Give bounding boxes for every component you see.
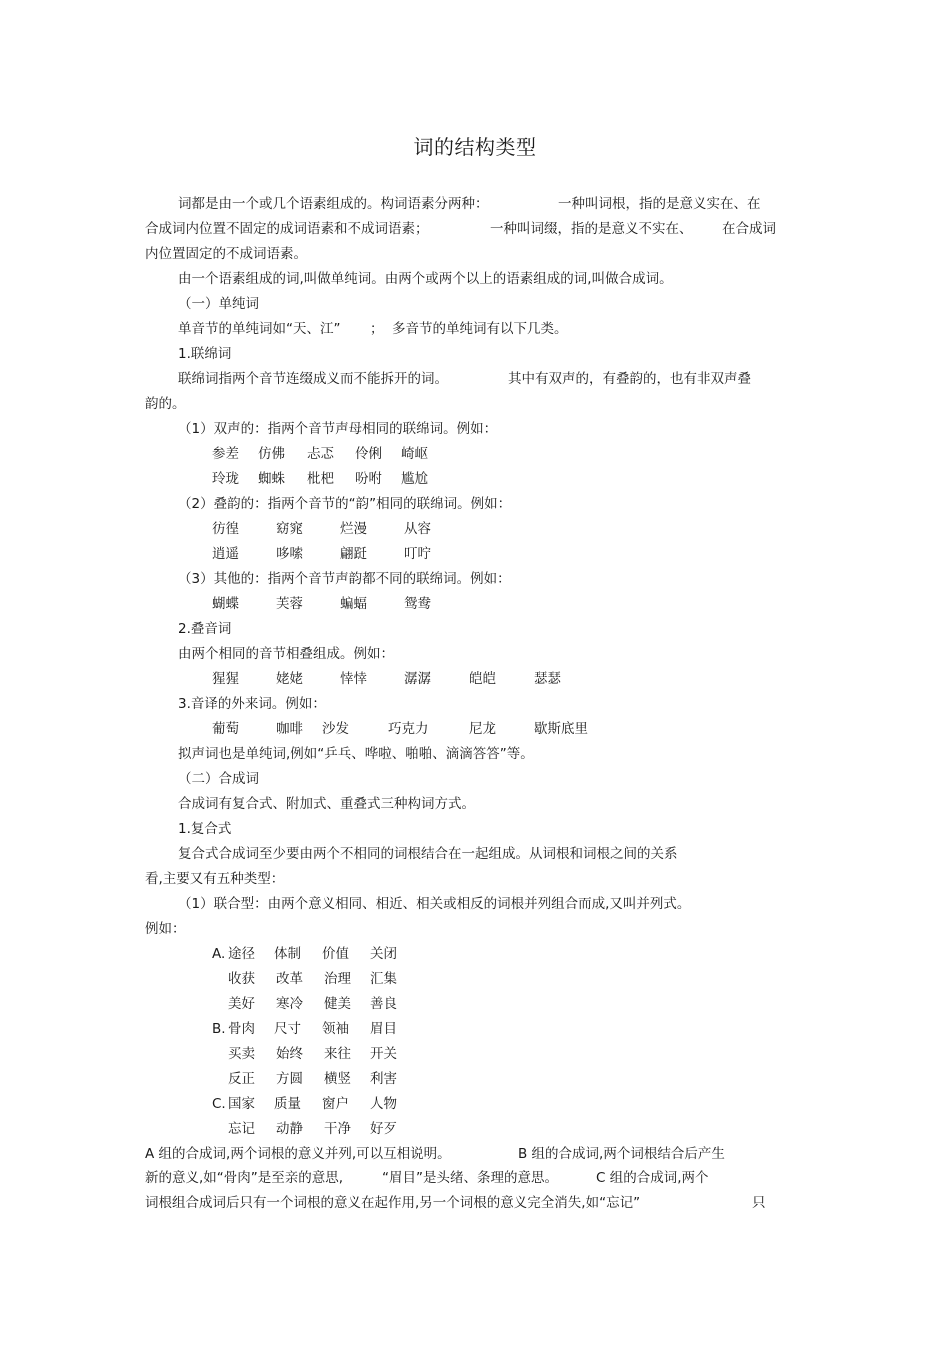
paragraph-text: ； [370, 321, 384, 337]
example-word: 寒冷 [276, 996, 303, 1012]
example-word: 干净 [324, 1121, 351, 1137]
example-word: 烂漫 [340, 521, 367, 537]
paragraph-text: C 组的合成词,两个 [596, 1170, 709, 1186]
paragraph-text: 合成词有复合式、附加式、重叠式三种构词方式。 [178, 796, 475, 812]
example-word: 忘记 [228, 1121, 255, 1137]
example-word: 体制 [274, 946, 301, 962]
example-word: 姥姥 [276, 671, 303, 687]
example-word: 蝴蝶 [212, 596, 239, 612]
example-word: 潺潺 [404, 671, 431, 687]
example-word: 国家 [228, 1096, 255, 1112]
paragraph-text: 单音节的单纯词如“天、江” [178, 321, 341, 337]
list-item-heading: （2）叠韵的：指两个音节的“韵”相同的联绵词。例如： [178, 496, 512, 512]
paragraph-text: 词都是由一个或几个语素组成的。构词语素分两种： [178, 196, 489, 212]
example-word: 参差 [212, 446, 239, 462]
paragraph-text: A 组的合成词,两个词根的意义并列,可以互相说明。 [145, 1146, 451, 1162]
example-word: 仿佛 [258, 446, 285, 462]
example-word: 动静 [276, 1121, 303, 1137]
example-word: 巧克力 [388, 721, 429, 737]
example-word: 沙发 [322, 721, 349, 737]
example-word: 哆嗦 [276, 546, 303, 562]
example-word: 蝙蝠 [340, 596, 367, 612]
example-word: 鸳鸯 [404, 596, 431, 612]
example-word: 利害 [370, 1071, 397, 1087]
subsection-heading: 1.复合式 [178, 821, 232, 837]
example-word: 玲珑 [212, 471, 239, 487]
example-word: 尼龙 [469, 721, 496, 737]
example-word: 横竖 [324, 1071, 351, 1087]
paragraph-text: 多音节的单纯词有以下几类。 [392, 321, 568, 337]
subsection-heading: 1.联绵词 [178, 346, 232, 362]
example-word: 伶俐 [355, 446, 382, 462]
subsection-heading: 3.音译的外来词。例如： [178, 696, 326, 712]
paragraph-text: 新的意义,如“骨肉”是至亲的意思, [145, 1170, 344, 1186]
example-word: 人物 [370, 1096, 397, 1112]
example-word: 收获 [228, 971, 255, 987]
example-word: 汇集 [370, 971, 397, 987]
example-word: 途径 [228, 946, 255, 962]
example-word: 从容 [404, 521, 431, 537]
example-word: 价值 [322, 946, 349, 962]
example-word: 尴尬 [401, 471, 428, 487]
paragraph-text: B 组的合成词,两个词根结合后产生 [518, 1146, 725, 1162]
section-heading: （二）合成词 [178, 771, 259, 787]
example-word: 葡萄 [212, 721, 239, 737]
example-word: 蜘蛛 [258, 471, 285, 487]
paragraph-text: 看,主要又有五种类型： [145, 871, 285, 887]
example-word: 善良 [370, 996, 397, 1012]
paragraph-text: 其中有双声的，有叠韵的，也有非双声叠 [508, 371, 751, 387]
example-word: 崎岖 [401, 446, 428, 462]
paragraph-text: 拟声词也是单纯词,例如“乒乓、哗啦、啪啪、滴滴答答”等。 [178, 746, 534, 762]
list-item-heading: （1）联合型：由两个意义相同、相近、相关或相反的词根并列组合而成,又叫并列式。 [178, 896, 691, 912]
section-heading: （一）单纯词 [178, 296, 259, 312]
example-word: 枇杷 [307, 471, 334, 487]
example-word: 治理 [324, 971, 351, 987]
paragraph-text: 由一个语素组成的词,叫做单纯词。由两个或两个以上的语素组成的词,叫做合成词。 [178, 271, 673, 287]
paragraph-text: 内位置固定的不成词语素。 [145, 246, 307, 262]
example-word: 叮咛 [404, 546, 431, 562]
paragraph-text: 复合式合成词至少要由两个不相同的词根结合在一起组成。从词根和词根之间的关系 [178, 846, 678, 862]
example-word: 咖啡 [276, 721, 303, 737]
example-word: 尺寸 [274, 1021, 301, 1037]
example-word: 芙蓉 [276, 596, 303, 612]
example-word: 改革 [276, 971, 303, 987]
example-word: 好歹 [370, 1121, 397, 1137]
example-word: 骨肉 [228, 1021, 255, 1037]
example-word: 逍遥 [212, 546, 239, 562]
list-item-heading: （1）双声的：指两个音节声母相同的联绵词。例如： [178, 421, 498, 437]
paragraph-text: 韵的。 [145, 396, 186, 412]
example-word: 翩跹 [340, 546, 367, 562]
paragraph-text: “眉目”是头绪、条理的意思。 [382, 1170, 558, 1186]
example-word: 健美 [324, 996, 351, 1012]
example-word: 开关 [370, 1046, 397, 1062]
example-word: 歇斯底里 [534, 721, 588, 737]
example-word: 瑟瑟 [534, 671, 561, 687]
paragraph-text: 联绵词指两个音节连缀成义而不能拆开的词。 [178, 371, 448, 387]
example-word: 彷徨 [212, 521, 239, 537]
paragraph-text: 一种叫词根，指的是意义实在、在 [558, 196, 761, 212]
paragraph-text: 只 [752, 1195, 766, 1211]
example-word: 始终 [276, 1046, 303, 1062]
paragraph-text: 例如： [145, 921, 186, 937]
example-word: 美好 [228, 996, 255, 1012]
example-word: 窗户 [322, 1096, 349, 1112]
paragraph-text: 词根组合成词后只有一个词根的意义在起作用,另一个词根的意义完全消失,如“忘记” [145, 1195, 641, 1211]
example-word: 皑皑 [469, 671, 496, 687]
example-word: 质量 [274, 1096, 301, 1112]
example-word: 来往 [324, 1046, 351, 1062]
example-word: 关闭 [370, 946, 397, 962]
example-word: 反正 [228, 1071, 255, 1087]
paragraph-text: 由两个相同的音节相叠组成。例如： [178, 646, 394, 662]
group-label: A. [212, 946, 226, 962]
paragraph-text: 在合成词 [722, 221, 776, 237]
example-word: 悻悻 [340, 671, 367, 687]
example-word: 猩猩 [212, 671, 239, 687]
example-word: 忐忑 [307, 446, 334, 462]
paragraph-text: 合成词内位置不固定的成词语素和不成词语素； [145, 221, 429, 237]
subsection-heading: 2.叠音词 [178, 621, 232, 637]
example-word: 领袖 [322, 1021, 349, 1037]
group-label: B. [212, 1021, 226, 1037]
example-word: 吩咐 [355, 471, 382, 487]
example-word: 方圆 [276, 1071, 303, 1087]
paragraph-text: 一种叫词缀，指的是意义不实在、 [490, 221, 693, 237]
group-label: C. [212, 1096, 226, 1112]
example-word: 窈窕 [276, 521, 303, 537]
page-title: 词的结构类型 [413, 135, 537, 159]
list-item-heading: （3）其他的：指两个音节声韵都不同的联绵词。例如： [178, 571, 511, 587]
example-word: 眉目 [370, 1021, 397, 1037]
example-word: 买卖 [228, 1046, 255, 1062]
